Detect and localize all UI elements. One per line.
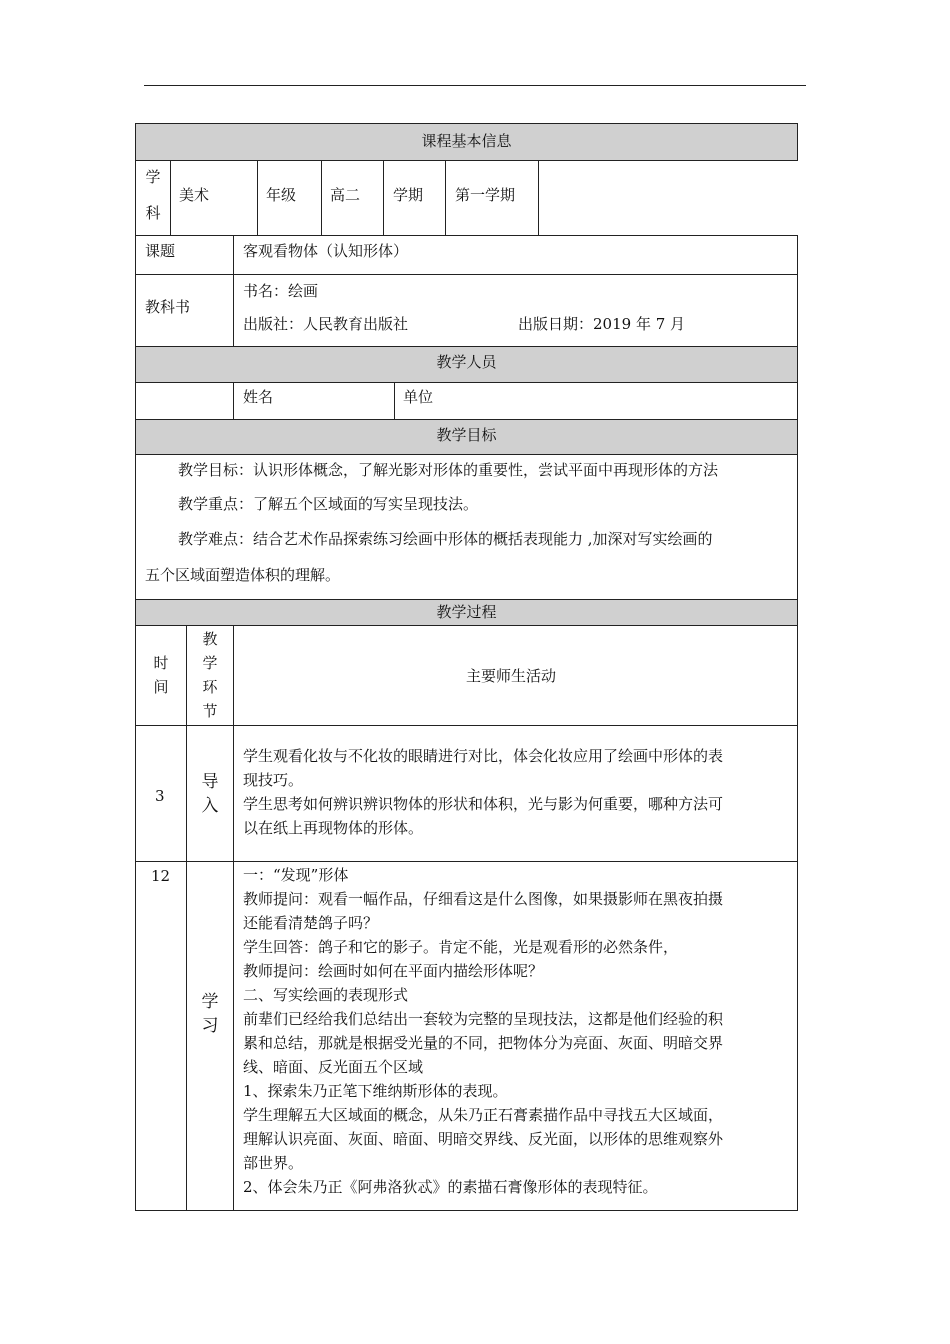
- section-title: 课程基本信息: [421, 132, 512, 150]
- row-2-stage: 学 习: [201, 992, 219, 1036]
- staff-name-label: 姓名: [243, 388, 274, 406]
- row-2-line: 部世界。: [243, 1154, 304, 1172]
- row-1-line: 学生观看化妆与不化妆的眼睛进行对比，体会化妆应用了绘画中形体的表: [243, 747, 724, 765]
- row-2-line: 1、探索朱乃正笔下维纳斯形体的表现。: [243, 1082, 508, 1100]
- textbook-publisher: 出版社：人民教育出版社: [243, 315, 409, 333]
- col-stage-label: 教 学 环 节: [202, 630, 218, 720]
- section-goals-header: [135, 419, 798, 455]
- grade-label: 年级: [266, 186, 297, 204]
- term-value: 第一学期: [455, 186, 516, 204]
- row-2-activity: [243, 863, 783, 1199]
- staff-cell-unit: [394, 382, 798, 420]
- row-2-time: 12: [151, 867, 171, 885]
- col-activity-label: 主要师生活动: [466, 667, 557, 685]
- goals-difficulty-line1: 教学难点：结合艺术作品探索练习绘画中形体的概括表现能力 ,加深对写实绘画的: [178, 530, 713, 548]
- row-1-time: 3: [155, 787, 165, 805]
- row-2-line: 教师提问：绘画时如何在平面内描绘形体呢？: [243, 962, 544, 980]
- row-2-line: 二、写实绘画的表现形式: [243, 986, 409, 1004]
- goals-difficulty-line2: 五个区域面塑造体积的理解。: [145, 566, 341, 584]
- staff-cell-blank: [135, 382, 234, 420]
- row-2-line: 学生理解五大区域面的概念，从朱乃正石膏素描作品中寻找五大区域面，: [243, 1106, 724, 1124]
- row-2-line: 学生回答：鸽子和它的影子。肯定不能，光是观看形的必然条件，: [243, 938, 679, 956]
- subject-label: 学 科: [145, 168, 161, 222]
- row-2-line: 2、体会朱乃正《阿弗洛狄忒》的素描石膏像形体的表现特征。: [243, 1178, 658, 1196]
- row-1-stage: 导 入: [201, 772, 219, 816]
- row-2-line: 教师提问：观看一幅作品，仔细看这是什么图像，如果摄影师在黑夜拍摄: [243, 890, 724, 908]
- col-time-label: 时 间: [153, 654, 169, 696]
- section-process-header: [135, 599, 798, 626]
- topic-label: 课题: [145, 242, 176, 260]
- textbook-pub-date: 出版日期：2019 年 7 月: [518, 315, 686, 333]
- section-course-info-header: [135, 123, 798, 161]
- row-2-line: 前辈们已经给我们总结出一套较为完整的呈现技法，这都是他们经验的积: [243, 1010, 724, 1028]
- row-1-line: 以在纸上再现物体的形体。: [243, 819, 424, 837]
- subject-value: 美术: [179, 186, 210, 204]
- term-label: 学期: [393, 186, 424, 204]
- row-2-line: 一：“发现”形体: [243, 866, 349, 884]
- row-1-activity: [243, 744, 783, 840]
- topic-value: 客观看物体（认知形体）: [243, 242, 409, 260]
- row-1-line: 学生思考如何辨识辨识物体的形状和体积，光与影为何重要，哪种方法可: [243, 795, 724, 813]
- goals-goal: 教学目标：认识形体概念，了解光影对形体的重要性，尝试平面中再现形体的方法: [178, 461, 719, 479]
- process-title: 教学过程: [436, 603, 497, 621]
- goals-key: 教学重点：了解五个区域面的写实呈现技法。: [178, 495, 479, 513]
- row-2-line: 累和总结，那就是根据受光量的不同，把物体分为亮面、灰面、明暗交界: [243, 1034, 724, 1052]
- row-1-line: 现技巧。: [243, 771, 304, 789]
- section-staff-header: [135, 346, 798, 383]
- row-2-line: 还能看清楚鸽子吗？: [243, 914, 379, 932]
- header-rule: [144, 85, 806, 86]
- textbook-label: 教科书: [145, 298, 191, 316]
- row-2-line: 理解认识亮面、灰面、暗面、明暗交界线、反光面，以形体的思维观察外: [243, 1130, 724, 1148]
- staff-unit-label: 单位: [403, 388, 434, 406]
- row-2-line: 线、暗面、反光面五个区域: [243, 1058, 424, 1076]
- staff-title: 教学人员: [436, 353, 497, 371]
- grade-value: 高二: [330, 186, 361, 204]
- textbook-book-name: 书名：绘画: [243, 282, 319, 300]
- goals-title: 教学目标: [436, 426, 497, 444]
- row-2-time-cell: [135, 861, 187, 1211]
